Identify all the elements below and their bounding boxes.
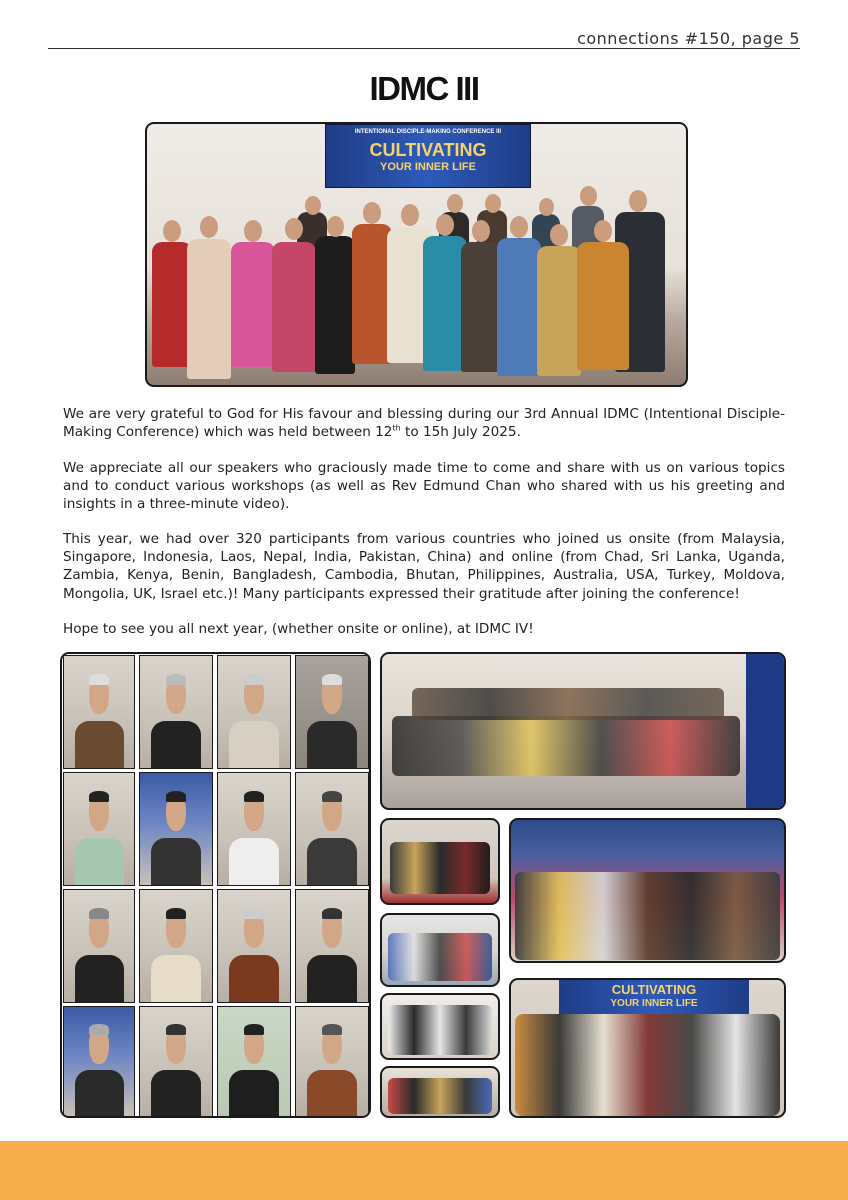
speaker-photo — [295, 772, 369, 886]
person-head — [244, 220, 262, 242]
audience-rows — [515, 872, 780, 960]
paragraph-intro — [63, 405, 785, 441]
person-head — [539, 198, 554, 216]
people-group — [515, 1014, 780, 1116]
conference-screen — [325, 124, 531, 188]
speaker-photo — [139, 1006, 213, 1117]
person-head — [401, 204, 419, 226]
person — [537, 246, 581, 376]
person-head — [363, 202, 381, 224]
person — [152, 242, 192, 367]
person — [461, 242, 501, 372]
person — [315, 236, 355, 374]
person-head — [163, 220, 181, 242]
person-head — [200, 216, 218, 238]
speaker-photo — [217, 655, 291, 769]
person-head — [436, 214, 454, 236]
celebration-photo — [509, 978, 786, 1118]
speaker-photo — [63, 772, 135, 886]
person — [352, 224, 392, 364]
footer-bar — [0, 1141, 848, 1200]
person-head — [629, 190, 647, 212]
event-banner — [559, 980, 749, 1014]
page-header: connections #150, page 5 — [577, 29, 800, 48]
screen-caption-subtitle: YOUR INNER LIFE — [380, 161, 476, 173]
dinner-photo — [380, 1066, 500, 1118]
speaker-photo — [139, 772, 213, 886]
speaker-photo — [295, 1006, 369, 1117]
audience-photo — [509, 818, 786, 963]
person — [497, 238, 541, 376]
speaker-photo — [139, 655, 213, 769]
person-head — [285, 218, 303, 240]
banner-title: CULTIVATING — [611, 982, 697, 997]
screen-caption-title: CULTIVATING — [369, 140, 487, 160]
speaker-photo — [63, 1006, 135, 1117]
speaker-photo — [63, 655, 135, 769]
person-head — [472, 220, 490, 242]
standing-row — [412, 688, 724, 720]
group-photo — [145, 122, 688, 387]
people-table — [388, 933, 492, 981]
speaker-photo — [139, 889, 213, 1003]
person-head — [485, 194, 501, 213]
date-superscript: th — [392, 423, 401, 433]
person — [187, 239, 231, 379]
screen-caption-small: INTENTIONAL DISCIPLE-MAKING CONFERENCE III — [354, 129, 502, 135]
person — [577, 242, 629, 370]
speaker-photo — [295, 889, 369, 1003]
people-row — [390, 842, 490, 894]
person-head — [447, 194, 463, 213]
seated-row — [392, 716, 740, 776]
workshop-photo — [380, 818, 500, 905]
speaker-photo — [217, 889, 291, 1003]
header-divider — [48, 48, 800, 49]
speakers-collage — [60, 652, 371, 1118]
people-row — [388, 1005, 492, 1055]
speaker-photo — [63, 889, 135, 1003]
curtain — [746, 654, 784, 808]
article-title: IDMC III — [369, 70, 479, 107]
intro-text: We are very grateful to God for His favour and blessing during our 3rd Annual IDMC (Intentional Disciple-Making Conference) which was held between 12 — [63, 406, 785, 441]
person-head — [550, 224, 568, 246]
person-head — [510, 216, 528, 238]
paragraph-speakers: We appreciate all our speakers who graciously made time to come and share with us on various topics and to conduct various workshops (as well as Rev Edmund Chan who shared with us his greeting and insights in a three-minute video). — [63, 460, 785, 513]
person-head — [305, 196, 321, 215]
person-head — [327, 216, 344, 237]
speaker-photo — [217, 772, 291, 886]
banner-subtitle: YOUR INNER LIFE — [610, 998, 698, 1009]
participants-group-photo — [380, 652, 786, 810]
paragraph-participants: This year, we had over 320 participants from various countries who joined us onsite (from Malaysia, Singapore, Indonesia, Laos, Nepal, India, Pakistan, China) and online (from Chad, Sri Lanka, Uganda, Zambia, Kenya, Benin, Bangladesh, Cambodia, Bhutan, Philippines, Australia, USA, Turkey, Moldova, Mongolia, UK, Israel etc.)! Many participants expressed their gratitude after joining the conference! — [63, 531, 785, 602]
people-row — [388, 1078, 492, 1114]
person-head — [580, 186, 597, 206]
table-discussion-photo — [380, 913, 500, 987]
paragraph-closing: Hope to see you all next year, (whether onsite or online), at IDMC IV! — [63, 621, 534, 637]
person-head — [594, 220, 612, 242]
person — [272, 242, 316, 372]
speaker-photo — [295, 655, 369, 769]
person — [231, 242, 275, 367]
intro-text-end: to 15h July 2025. — [400, 424, 521, 441]
group-chat-photo — [380, 993, 500, 1060]
speaker-photo — [217, 1006, 291, 1117]
